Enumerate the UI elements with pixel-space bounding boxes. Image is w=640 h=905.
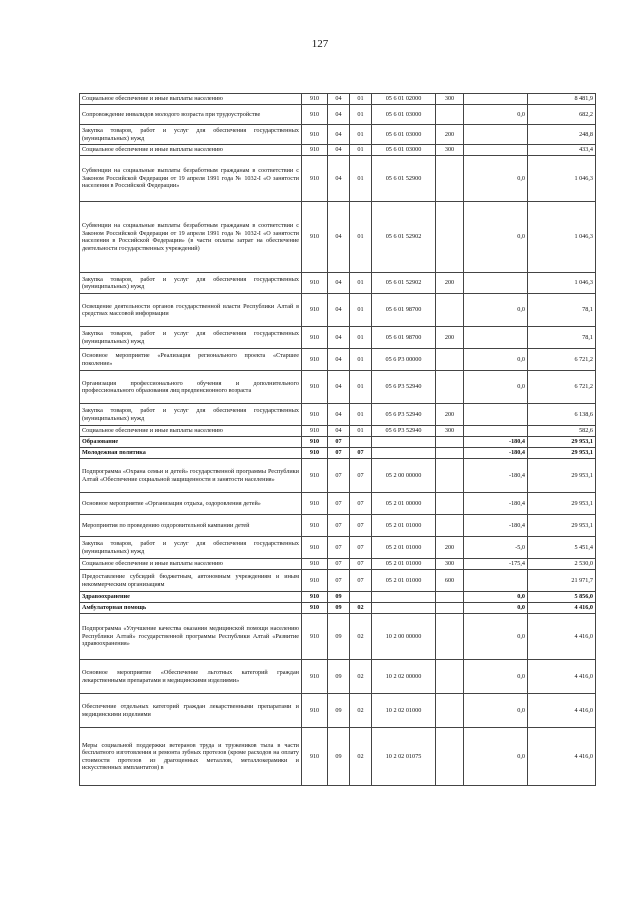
admin-code-cell: 910 (302, 437, 328, 448)
target-article-cell: 05 6 01 52902 (372, 273, 436, 294)
subsection-code-cell: 07 (350, 515, 372, 537)
admin-code-cell: 910 (302, 349, 328, 371)
expense-type-cell: 300 (436, 94, 464, 105)
subsection-code-cell: 02 (350, 728, 372, 786)
admin-code-cell: 910 (302, 327, 328, 349)
change-amount-cell (464, 570, 528, 592)
row-name-cell: Субвенции на социальные выплаты безработным гражданам в соответствии с Законом Российской Федерации от 19 апреля 1991 года № 1032-I «О занятости населения в Российской Федерации» (80, 156, 302, 202)
subsection-code-cell: 02 (350, 614, 372, 660)
admin-code-cell: 910 (302, 570, 328, 592)
row-name-cell: Основное мероприятие «Обеспечение льготных категорий граждан лекарственными препаратами и медицинскими изделиями» (80, 660, 302, 694)
admin-code-cell: 910 (302, 559, 328, 570)
target-article-cell: 05 6 P3 52940 (372, 371, 436, 404)
expense-type-cell: 300 (436, 145, 464, 156)
table-row (80, 105, 596, 125)
admin-code-cell: 910 (302, 493, 328, 515)
page-number: 127 (311, 38, 329, 50)
target-article-cell: 05 6 P3 00000 (372, 349, 436, 371)
admin-code-cell: 910 (302, 273, 328, 294)
subsection-code-cell (350, 437, 372, 448)
row-name-cell: Социальное обеспечение и иные выплаты населению (80, 426, 302, 437)
subsection-code-cell: 01 (350, 145, 372, 156)
expense-type-cell (436, 459, 464, 493)
expense-type-cell (436, 728, 464, 786)
admin-code-cell: 910 (302, 592, 328, 603)
subsection-code-cell: 01 (350, 273, 372, 294)
expense-type-cell (436, 437, 464, 448)
subsection-code-cell: 01 (350, 294, 372, 327)
subsection-code-cell: 07 (350, 559, 372, 570)
row-name-cell: Амбулаторная помощь (80, 603, 302, 614)
change-amount-cell (464, 426, 528, 437)
target-article-cell: 05 6 01 52900 (372, 156, 436, 202)
row-name-cell: Социальное обеспечение и иные выплаты населению (80, 94, 302, 105)
change-amount-cell (464, 327, 528, 349)
expense-type-cell: 200 (436, 125, 464, 145)
table-row (80, 94, 596, 105)
subsection-code-cell: 07 (350, 493, 372, 515)
row-name-cell: Сопровождение инвалидов молодого возраста при трудоустройстве (80, 105, 302, 125)
table-row (80, 614, 596, 660)
admin-code-cell: 910 (302, 694, 328, 728)
admin-code-cell: 910 (302, 660, 328, 694)
change-amount-cell: 0,0 (464, 592, 528, 603)
change-amount-cell: 0,0 (464, 156, 528, 202)
total-amount-cell: 1 046,3 (528, 156, 596, 202)
subsection-code-cell: 01 (350, 156, 372, 202)
table-row (80, 459, 596, 493)
admin-code-cell: 910 (302, 202, 328, 273)
total-amount-cell: 1 046,3 (528, 273, 596, 294)
expense-type-cell: 200 (436, 404, 464, 426)
table-row (80, 202, 596, 273)
total-amount-cell: 5 451,4 (528, 537, 596, 559)
table-row (80, 570, 596, 592)
expense-type-cell (436, 156, 464, 202)
section-code-cell: 04 (328, 404, 350, 426)
change-amount-cell: -180,4 (464, 437, 528, 448)
total-amount-cell: 4 416,0 (528, 603, 596, 614)
expense-type-cell (436, 603, 464, 614)
row-name-cell: Закупка товаров, работ и услуг для обеспечения государственных (муниципальных) нужд (80, 273, 302, 294)
total-amount-cell: 29 953,1 (528, 515, 596, 537)
expense-type-cell (436, 202, 464, 273)
subsection-code-cell: 01 (350, 105, 372, 125)
expense-type-cell (436, 105, 464, 125)
change-amount-cell (464, 94, 528, 105)
table-row (80, 426, 596, 437)
section-code-cell: 04 (328, 125, 350, 145)
target-article-cell: 05 2 01 01000 (372, 515, 436, 537)
table-row (80, 349, 596, 371)
target-article-cell (372, 592, 436, 603)
admin-code-cell: 910 (302, 294, 328, 327)
expense-type-cell (436, 592, 464, 603)
subsection-code-cell: 01 (350, 426, 372, 437)
total-amount-cell: 582,6 (528, 426, 596, 437)
change-amount-cell: 0,0 (464, 603, 528, 614)
change-amount-cell: -180,4 (464, 448, 528, 459)
target-article-cell: 05 2 01 01000 (372, 537, 436, 559)
section-code-cell: 07 (328, 537, 350, 559)
section-code-cell: 07 (328, 559, 350, 570)
total-amount-cell: 4 416,0 (528, 728, 596, 786)
target-article-cell: 10 2 00 00000 (372, 614, 436, 660)
expense-type-cell (436, 614, 464, 660)
change-amount-cell: 0,0 (464, 294, 528, 327)
admin-code-cell: 910 (302, 105, 328, 125)
subsection-code-cell: 01 (350, 202, 372, 273)
expense-type-cell (436, 448, 464, 459)
change-amount-cell: 0,0 (464, 105, 528, 125)
change-amount-cell: 0,0 (464, 694, 528, 728)
target-article-cell: 05 2 01 00000 (372, 493, 436, 515)
section-code-cell: 04 (328, 202, 350, 273)
subsection-code-cell (350, 592, 372, 603)
section-code-cell: 07 (328, 570, 350, 592)
section-code-cell: 07 (328, 493, 350, 515)
row-name-cell: Меры социальной поддержки ветеранов труда и тружеников тыла в части бесплатного изготовления и ремонта зубных протезов (кроме расходов на оплату стоимости протезов из драгоценных металлов, металлокерамики и искусственных имплантатов) в (80, 728, 302, 786)
expense-type-cell: 200 (436, 273, 464, 294)
admin-code-cell: 910 (302, 404, 328, 426)
target-article-cell: 05 6 01 03000 (372, 145, 436, 156)
total-amount-cell: 8 481,9 (528, 94, 596, 105)
expense-type-cell (436, 349, 464, 371)
target-article-cell: 10 2 02 00000 (372, 660, 436, 694)
section-code-cell: 09 (328, 603, 350, 614)
section-code-cell: 09 (328, 614, 350, 660)
table-row (80, 404, 596, 426)
row-name-cell: Закупка товаров, работ и услуг для обеспечения государственных (муниципальных) нужд (80, 537, 302, 559)
change-amount-cell: -180,4 (464, 493, 528, 515)
table-row (80, 371, 596, 404)
target-article-cell: 05 2 01 01000 (372, 570, 436, 592)
admin-code-cell: 910 (302, 537, 328, 559)
table-row (80, 437, 596, 448)
total-amount-cell: 4 416,0 (528, 660, 596, 694)
target-article-cell: 05 2 00 00000 (372, 459, 436, 493)
table-row (80, 448, 596, 459)
total-amount-cell: 21 971,7 (528, 570, 596, 592)
admin-code-cell: 910 (302, 145, 328, 156)
section-code-cell: 04 (328, 273, 350, 294)
change-amount-cell: -175,4 (464, 559, 528, 570)
table-row (80, 537, 596, 559)
section-code-cell: 04 (328, 294, 350, 327)
row-name-cell: Основное мероприятие «Реализация регионального проекта «Старшее поколение» (80, 349, 302, 371)
section-code-cell: 04 (328, 371, 350, 404)
target-article-cell: 10 2 02 01075 (372, 728, 436, 786)
table-row (80, 660, 596, 694)
expense-type-cell (436, 694, 464, 728)
target-article-cell: 05 6 01 03000 (372, 105, 436, 125)
expense-type-cell: 300 (436, 426, 464, 437)
row-name-cell: Здравоохранение (80, 592, 302, 603)
subsection-code-cell: 07 (350, 570, 372, 592)
subsection-code-cell: 01 (350, 349, 372, 371)
table-row (80, 493, 596, 515)
total-amount-cell: 248,8 (528, 125, 596, 145)
section-code-cell: 07 (328, 459, 350, 493)
row-name-cell: Закупка товаров, работ и услуг для обеспечения государственных (муниципальных) нужд (80, 327, 302, 349)
total-amount-cell: 433,4 (528, 145, 596, 156)
target-article-cell: 05 6 P3 52940 (372, 426, 436, 437)
subsection-code-cell: 02 (350, 660, 372, 694)
expense-type-cell (436, 371, 464, 404)
change-amount-cell (464, 125, 528, 145)
section-code-cell: 04 (328, 94, 350, 105)
admin-code-cell: 910 (302, 156, 328, 202)
admin-code-cell: 910 (302, 448, 328, 459)
table-row (80, 145, 596, 156)
change-amount-cell: 0,0 (464, 349, 528, 371)
change-amount-cell: -180,4 (464, 515, 528, 537)
row-name-cell: Социальное обеспечение и иные выплаты населению (80, 559, 302, 570)
total-amount-cell: 29 953,1 (528, 459, 596, 493)
expense-type-cell: 300 (436, 559, 464, 570)
expense-type-cell: 600 (436, 570, 464, 592)
total-amount-cell: 6 721,2 (528, 371, 596, 404)
row-name-cell: Закупка товаров, работ и услуг для обеспечения государственных (муниципальных) нужд (80, 125, 302, 145)
total-amount-cell: 78,1 (528, 294, 596, 327)
budget-table (79, 93, 596, 786)
section-code-cell: 09 (328, 660, 350, 694)
change-amount-cell: 0,0 (464, 660, 528, 694)
table-row (80, 559, 596, 570)
total-amount-cell: 6 138,6 (528, 404, 596, 426)
total-amount-cell: 5 856,0 (528, 592, 596, 603)
total-amount-cell: 29 953,1 (528, 448, 596, 459)
admin-code-cell: 910 (302, 94, 328, 105)
total-amount-cell: 2 530,0 (528, 559, 596, 570)
subsection-code-cell: 01 (350, 125, 372, 145)
admin-code-cell: 910 (302, 426, 328, 437)
target-article-cell (372, 448, 436, 459)
total-amount-cell: 6 721,2 (528, 349, 596, 371)
change-amount-cell: 0,0 (464, 202, 528, 273)
row-name-cell: Основное мероприятие «Организация отдыха, оздоровления детей» (80, 493, 302, 515)
table-row (80, 728, 596, 786)
admin-code-cell: 910 (302, 515, 328, 537)
subsection-code-cell: 01 (350, 94, 372, 105)
change-amount-cell: 0,0 (464, 728, 528, 786)
total-amount-cell: 1 046,3 (528, 202, 596, 273)
target-article-cell: 05 6 01 98700 (372, 294, 436, 327)
row-name-cell: Организация профессионального обучения и дополнительного профессионального образования лиц предпенсионного возраста (80, 371, 302, 404)
table-row (80, 156, 596, 202)
expense-type-cell: 200 (436, 537, 464, 559)
table-row (80, 694, 596, 728)
target-article-cell: 10 2 02 01000 (372, 694, 436, 728)
row-name-cell: Предоставление субсидий бюджетным, автономным учреждениям и иным некоммерческим организациям (80, 570, 302, 592)
table-row (80, 603, 596, 614)
admin-code-cell: 910 (302, 125, 328, 145)
subsection-code-cell: 07 (350, 448, 372, 459)
row-name-cell: Молодежная политика (80, 448, 302, 459)
total-amount-cell: 29 953,1 (528, 493, 596, 515)
target-article-cell: 05 6 01 02000 (372, 94, 436, 105)
expense-type-cell: 200 (436, 327, 464, 349)
section-code-cell: 04 (328, 349, 350, 371)
target-article-cell: 05 6 01 52902 (372, 202, 436, 273)
section-code-cell: 07 (328, 437, 350, 448)
table-row (80, 327, 596, 349)
expense-type-cell (436, 515, 464, 537)
section-code-cell: 04 (328, 156, 350, 202)
change-amount-cell (464, 404, 528, 426)
subsection-code-cell: 07 (350, 537, 372, 559)
total-amount-cell: 4 416,0 (528, 694, 596, 728)
section-code-cell: 04 (328, 105, 350, 125)
total-amount-cell: 4 416,0 (528, 614, 596, 660)
target-article-cell: 05 2 01 01000 (372, 559, 436, 570)
expense-type-cell (436, 294, 464, 327)
row-name-cell: Подпрограмма «Охрана семьи и детей» государственной программы Республики Алтай «Обеспечение социальной защищенности и занятости населения» (80, 459, 302, 493)
change-amount-cell: -5,0 (464, 537, 528, 559)
total-amount-cell: 682,2 (528, 105, 596, 125)
section-code-cell: 09 (328, 694, 350, 728)
change-amount-cell (464, 145, 528, 156)
admin-code-cell: 910 (302, 614, 328, 660)
target-article-cell (372, 437, 436, 448)
row-name-cell: Обеспечение отдельных категорий граждан лекарственными препаратами и медицинскими изделиями (80, 694, 302, 728)
change-amount-cell (464, 273, 528, 294)
row-name-cell: Освещение деятельности органов государственной власти Республики Алтай в средствах массовой информации (80, 294, 302, 327)
subsection-code-cell: 01 (350, 371, 372, 404)
row-name-cell: Подпрограмма «Улучшение качества оказания медицинской помощи населению Республики Алтай» государственной программы Республики Алтай «Развитие здравоохранения» (80, 614, 302, 660)
row-name-cell: Закупка товаров, работ и услуг для обеспечения государственных (муниципальных) нужд (80, 404, 302, 426)
admin-code-cell: 910 (302, 603, 328, 614)
row-name-cell: Мероприятия по проведению оздоровительной кампании детей (80, 515, 302, 537)
row-name-cell: Социальное обеспечение и иные выплаты населению (80, 145, 302, 156)
section-code-cell: 04 (328, 327, 350, 349)
row-name-cell: Субвенции на социальные выплаты безработным гражданам в соответствии с Законом Российской Федерации от 19 апреля 1991 года № 1032-I «О занятости населения в Российской Федерации» (в части оплаты затрат на обеспечение деятельности государственных учреждений) (80, 202, 302, 273)
section-code-cell: 07 (328, 515, 350, 537)
section-code-cell: 07 (328, 448, 350, 459)
subsection-code-cell: 07 (350, 459, 372, 493)
section-code-cell: 04 (328, 426, 350, 437)
change-amount-cell: 0,0 (464, 371, 528, 404)
table-row (80, 592, 596, 603)
subsection-code-cell: 01 (350, 327, 372, 349)
table-row (80, 294, 596, 327)
table-row (80, 515, 596, 537)
change-amount-cell: -180,4 (464, 459, 528, 493)
subsection-code-cell: 01 (350, 404, 372, 426)
admin-code-cell: 910 (302, 728, 328, 786)
admin-code-cell: 910 (302, 371, 328, 404)
section-code-cell: 04 (328, 145, 350, 156)
total-amount-cell: 78,1 (528, 327, 596, 349)
section-code-cell: 09 (328, 592, 350, 603)
expense-type-cell (436, 660, 464, 694)
subsection-code-cell: 02 (350, 694, 372, 728)
target-article-cell: 05 6 P3 52940 (372, 404, 436, 426)
admin-code-cell: 910 (302, 459, 328, 493)
expense-type-cell (436, 493, 464, 515)
table-row (80, 125, 596, 145)
row-name-cell: Образование (80, 437, 302, 448)
total-amount-cell: 29 953,1 (528, 437, 596, 448)
subsection-code-cell: 02 (350, 603, 372, 614)
target-article-cell: 05 6 01 98700 (372, 327, 436, 349)
table-row (80, 273, 596, 294)
change-amount-cell: 0,0 (464, 614, 528, 660)
target-article-cell: 05 6 01 03000 (372, 125, 436, 145)
section-code-cell: 09 (328, 728, 350, 786)
target-article-cell (372, 603, 436, 614)
